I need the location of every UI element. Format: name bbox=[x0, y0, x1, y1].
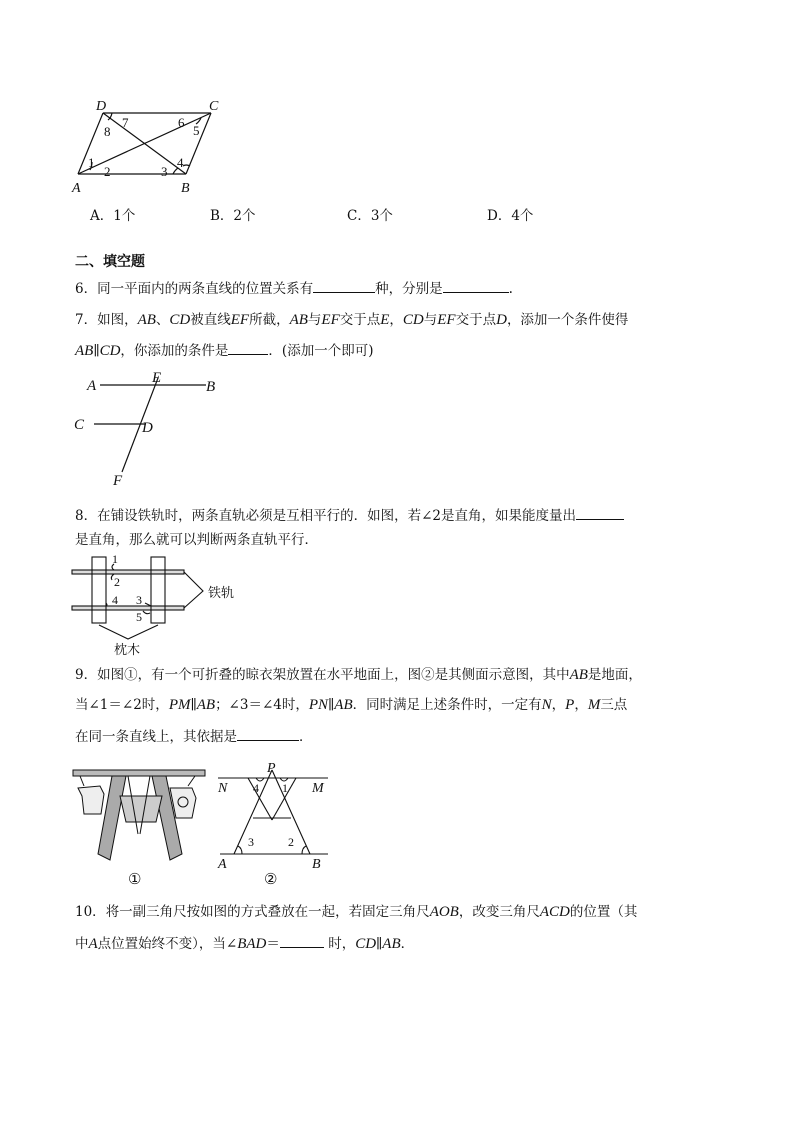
math-var: N bbox=[541, 697, 552, 713]
question-text: 同一平面内的两条直线的位置关系有 bbox=[97, 281, 314, 297]
question-8-line-2: 是直角，那么就可以判断两条直轨平行． bbox=[75, 532, 318, 548]
parallel-symbol: ∥ bbox=[93, 343, 100, 359]
rail-brace bbox=[184, 572, 203, 608]
math-var: P bbox=[565, 697, 575, 713]
question-number: 9． bbox=[75, 667, 98, 683]
question-number: 7． bbox=[75, 312, 98, 328]
question-number: 6． bbox=[75, 281, 98, 297]
question-text: ；∠3＝∠4时， bbox=[215, 697, 309, 713]
shirt-left bbox=[78, 786, 104, 814]
label-c: C bbox=[209, 99, 219, 114]
question-text: ，改变三角尺 bbox=[458, 904, 540, 920]
figure-drying-rack bbox=[70, 764, 210, 888]
angle-label-5: 5 bbox=[136, 610, 142, 624]
math-var: AOB bbox=[429, 904, 459, 920]
math-var: E bbox=[380, 312, 390, 328]
rack-hook bbox=[188, 776, 195, 786]
math-var: PN bbox=[308, 697, 329, 713]
question-text: 与 bbox=[423, 312, 438, 328]
answer-blank[interactable] bbox=[237, 726, 299, 741]
answer-blank[interactable] bbox=[443, 278, 509, 293]
angle-arc bbox=[143, 611, 150, 614]
question-text: ．同时满足上述条件时，一定有 bbox=[352, 697, 542, 713]
option-c[interactable]: C．3个 bbox=[347, 208, 393, 224]
question-text: 三点 bbox=[600, 697, 628, 713]
angle-label-2: 2 bbox=[114, 575, 120, 589]
rack-hook bbox=[80, 776, 84, 786]
question-10-line-1 bbox=[75, 902, 637, 922]
question-9-line-2 bbox=[75, 695, 627, 715]
question-text: 如图， bbox=[97, 312, 138, 328]
angle-label-2: 2 bbox=[104, 164, 111, 179]
question-9-line-3 bbox=[75, 726, 313, 747]
sleeper-right bbox=[151, 557, 165, 623]
question-text: 点位置始终不变），当∠ bbox=[97, 936, 238, 952]
angle-label-1: 1 bbox=[112, 552, 118, 566]
math-var: M bbox=[587, 697, 601, 713]
answer-blank[interactable] bbox=[576, 505, 624, 520]
math-var: A bbox=[88, 936, 98, 952]
question-text: ＝ bbox=[266, 936, 280, 952]
label-d: D bbox=[142, 420, 153, 436]
rack-tray bbox=[120, 796, 162, 822]
math-var: AB bbox=[334, 697, 353, 713]
label-a: A bbox=[72, 181, 81, 196]
question-text: 交于点 bbox=[455, 312, 497, 328]
question-text: ， bbox=[551, 697, 566, 713]
label-f: F bbox=[113, 473, 123, 489]
angle-label-3: 3 bbox=[136, 593, 142, 607]
question-text: 时， bbox=[323, 936, 356, 952]
angle-label-4: 4 bbox=[112, 593, 118, 607]
math-var: CD bbox=[355, 936, 377, 952]
question-text: 当∠1＝∠2时， bbox=[75, 697, 169, 713]
question-number: 8． bbox=[75, 508, 98, 524]
math-var: EF bbox=[321, 312, 340, 328]
question-text: 的位置（其 bbox=[569, 904, 638, 920]
question-text: ．(添加一个即可) bbox=[268, 343, 374, 359]
angle-label-2: 2 bbox=[288, 835, 294, 849]
question-text: 与 bbox=[307, 312, 322, 328]
sleeper-brace bbox=[99, 625, 158, 639]
math-var: AB bbox=[382, 936, 401, 952]
question-9-line-1 bbox=[75, 665, 642, 685]
figure-railway bbox=[70, 553, 260, 661]
question-text: ， bbox=[389, 312, 403, 328]
angle-label-7: 7 bbox=[122, 115, 129, 130]
caption-1: ① bbox=[128, 872, 142, 888]
parallel-symbol: ∥ bbox=[376, 936, 383, 952]
question-7-line-2 bbox=[75, 340, 373, 361]
rail-top bbox=[72, 570, 184, 574]
question-text: ． bbox=[400, 936, 415, 952]
label-d: D bbox=[96, 99, 107, 114]
label-b: B bbox=[181, 181, 190, 196]
label-a: A bbox=[87, 378, 97, 394]
label-c: C bbox=[74, 417, 85, 433]
math-var: D bbox=[496, 312, 507, 328]
question-text: 被直线 bbox=[190, 312, 231, 328]
question-text: 在同一条直线上，其依据是 bbox=[75, 729, 237, 745]
math-var: AB bbox=[289, 312, 308, 328]
question-text: . bbox=[508, 281, 513, 297]
rack-top bbox=[73, 770, 205, 776]
question-text: ，你添加的条件是 bbox=[120, 343, 229, 359]
rack-leg bbox=[98, 776, 126, 860]
math-var: CD bbox=[402, 312, 424, 328]
question-7-line-1 bbox=[75, 310, 628, 330]
angle-arc bbox=[183, 165, 190, 166]
question-6 bbox=[75, 278, 513, 299]
figure-transversal bbox=[74, 368, 240, 490]
parallel-symbol: ∥ bbox=[190, 697, 197, 713]
question-text: ，添加一个条件使得 bbox=[506, 312, 629, 328]
parallel-symbol: ∥ bbox=[328, 697, 335, 713]
question-text: 所截， bbox=[249, 312, 290, 328]
math-var: EF bbox=[230, 312, 250, 328]
caption-2: ② bbox=[264, 872, 278, 888]
question-10-line-2 bbox=[75, 933, 414, 954]
question-text: ． bbox=[299, 729, 313, 745]
question-text: 、 bbox=[155, 312, 170, 328]
angle-label-6: 6 bbox=[178, 115, 185, 130]
angle-label-4: 4 bbox=[253, 781, 259, 795]
math-var: CD bbox=[169, 312, 191, 328]
question-text: 在铺设铁轨时，两条直轨必须是互相平行的．如图，若∠2是直角，如果能度量出 bbox=[97, 508, 576, 524]
question-8-line-1 bbox=[75, 505, 624, 526]
angle-label-1: 1 bbox=[282, 781, 288, 795]
math-var: AB bbox=[569, 667, 588, 683]
label-b: B bbox=[312, 857, 321, 872]
math-var: AB bbox=[196, 697, 216, 713]
figure-side-view bbox=[212, 760, 342, 888]
option-b[interactable]: B．2个 bbox=[210, 208, 256, 224]
angle-label-1: 1 bbox=[88, 155, 95, 170]
question-text: ， bbox=[574, 697, 588, 713]
angle-label-8: 8 bbox=[104, 124, 111, 139]
question-text: 交于点 bbox=[339, 312, 381, 328]
label-m: M bbox=[312, 781, 324, 796]
label-a: A bbox=[218, 857, 227, 872]
math-var: ACD bbox=[539, 904, 570, 920]
question-text: 中 bbox=[75, 936, 89, 952]
diagonal-db bbox=[103, 113, 186, 174]
answer-blank[interactable] bbox=[280, 933, 324, 948]
question-text: 将一副三角尺按如图的方式叠放在一起，若固定三角尺 bbox=[105, 904, 430, 920]
label-rail: 铁轨 bbox=[208, 585, 235, 600]
angle-arc bbox=[238, 846, 242, 854]
angle-label-4: 4 bbox=[177, 155, 184, 170]
answer-blank[interactable] bbox=[228, 340, 268, 355]
sleeper-left bbox=[92, 557, 106, 623]
math-var: BAD bbox=[237, 936, 267, 952]
math-var: CD bbox=[99, 343, 121, 359]
angle-label-3: 3 bbox=[161, 164, 168, 179]
math-var: PM bbox=[168, 697, 191, 713]
question-number: 10． bbox=[75, 904, 106, 920]
label-sleeper: 枕木 bbox=[114, 642, 141, 657]
label-p: P bbox=[267, 761, 276, 776]
question-text: 种，分别是 bbox=[375, 281, 443, 297]
label-e: E bbox=[152, 370, 162, 386]
question-text: 如图①，有一个可折叠的晾衣架放置在水平地面上，图②是其侧面示意图，其中 bbox=[97, 667, 570, 683]
math-var: EF bbox=[437, 312, 456, 328]
section-title: 二、填空题 bbox=[75, 254, 145, 270]
math-var: AB bbox=[75, 343, 94, 359]
math-var: AB bbox=[137, 312, 156, 328]
label-b: B bbox=[206, 379, 216, 395]
option-d[interactable]: D．4个 bbox=[487, 208, 534, 224]
angle-label-3: 3 bbox=[248, 835, 254, 849]
rail-bottom bbox=[72, 606, 184, 610]
figure-parallelogram bbox=[70, 96, 230, 200]
label-n: N bbox=[218, 781, 228, 796]
inner-left bbox=[248, 778, 272, 820]
angle-label-5: 5 bbox=[193, 123, 200, 138]
option-a[interactable]: A．1个 bbox=[90, 208, 136, 224]
question-text: 是地面， bbox=[587, 667, 642, 683]
answer-blank[interactable] bbox=[313, 278, 375, 293]
angle-arc bbox=[302, 846, 306, 854]
